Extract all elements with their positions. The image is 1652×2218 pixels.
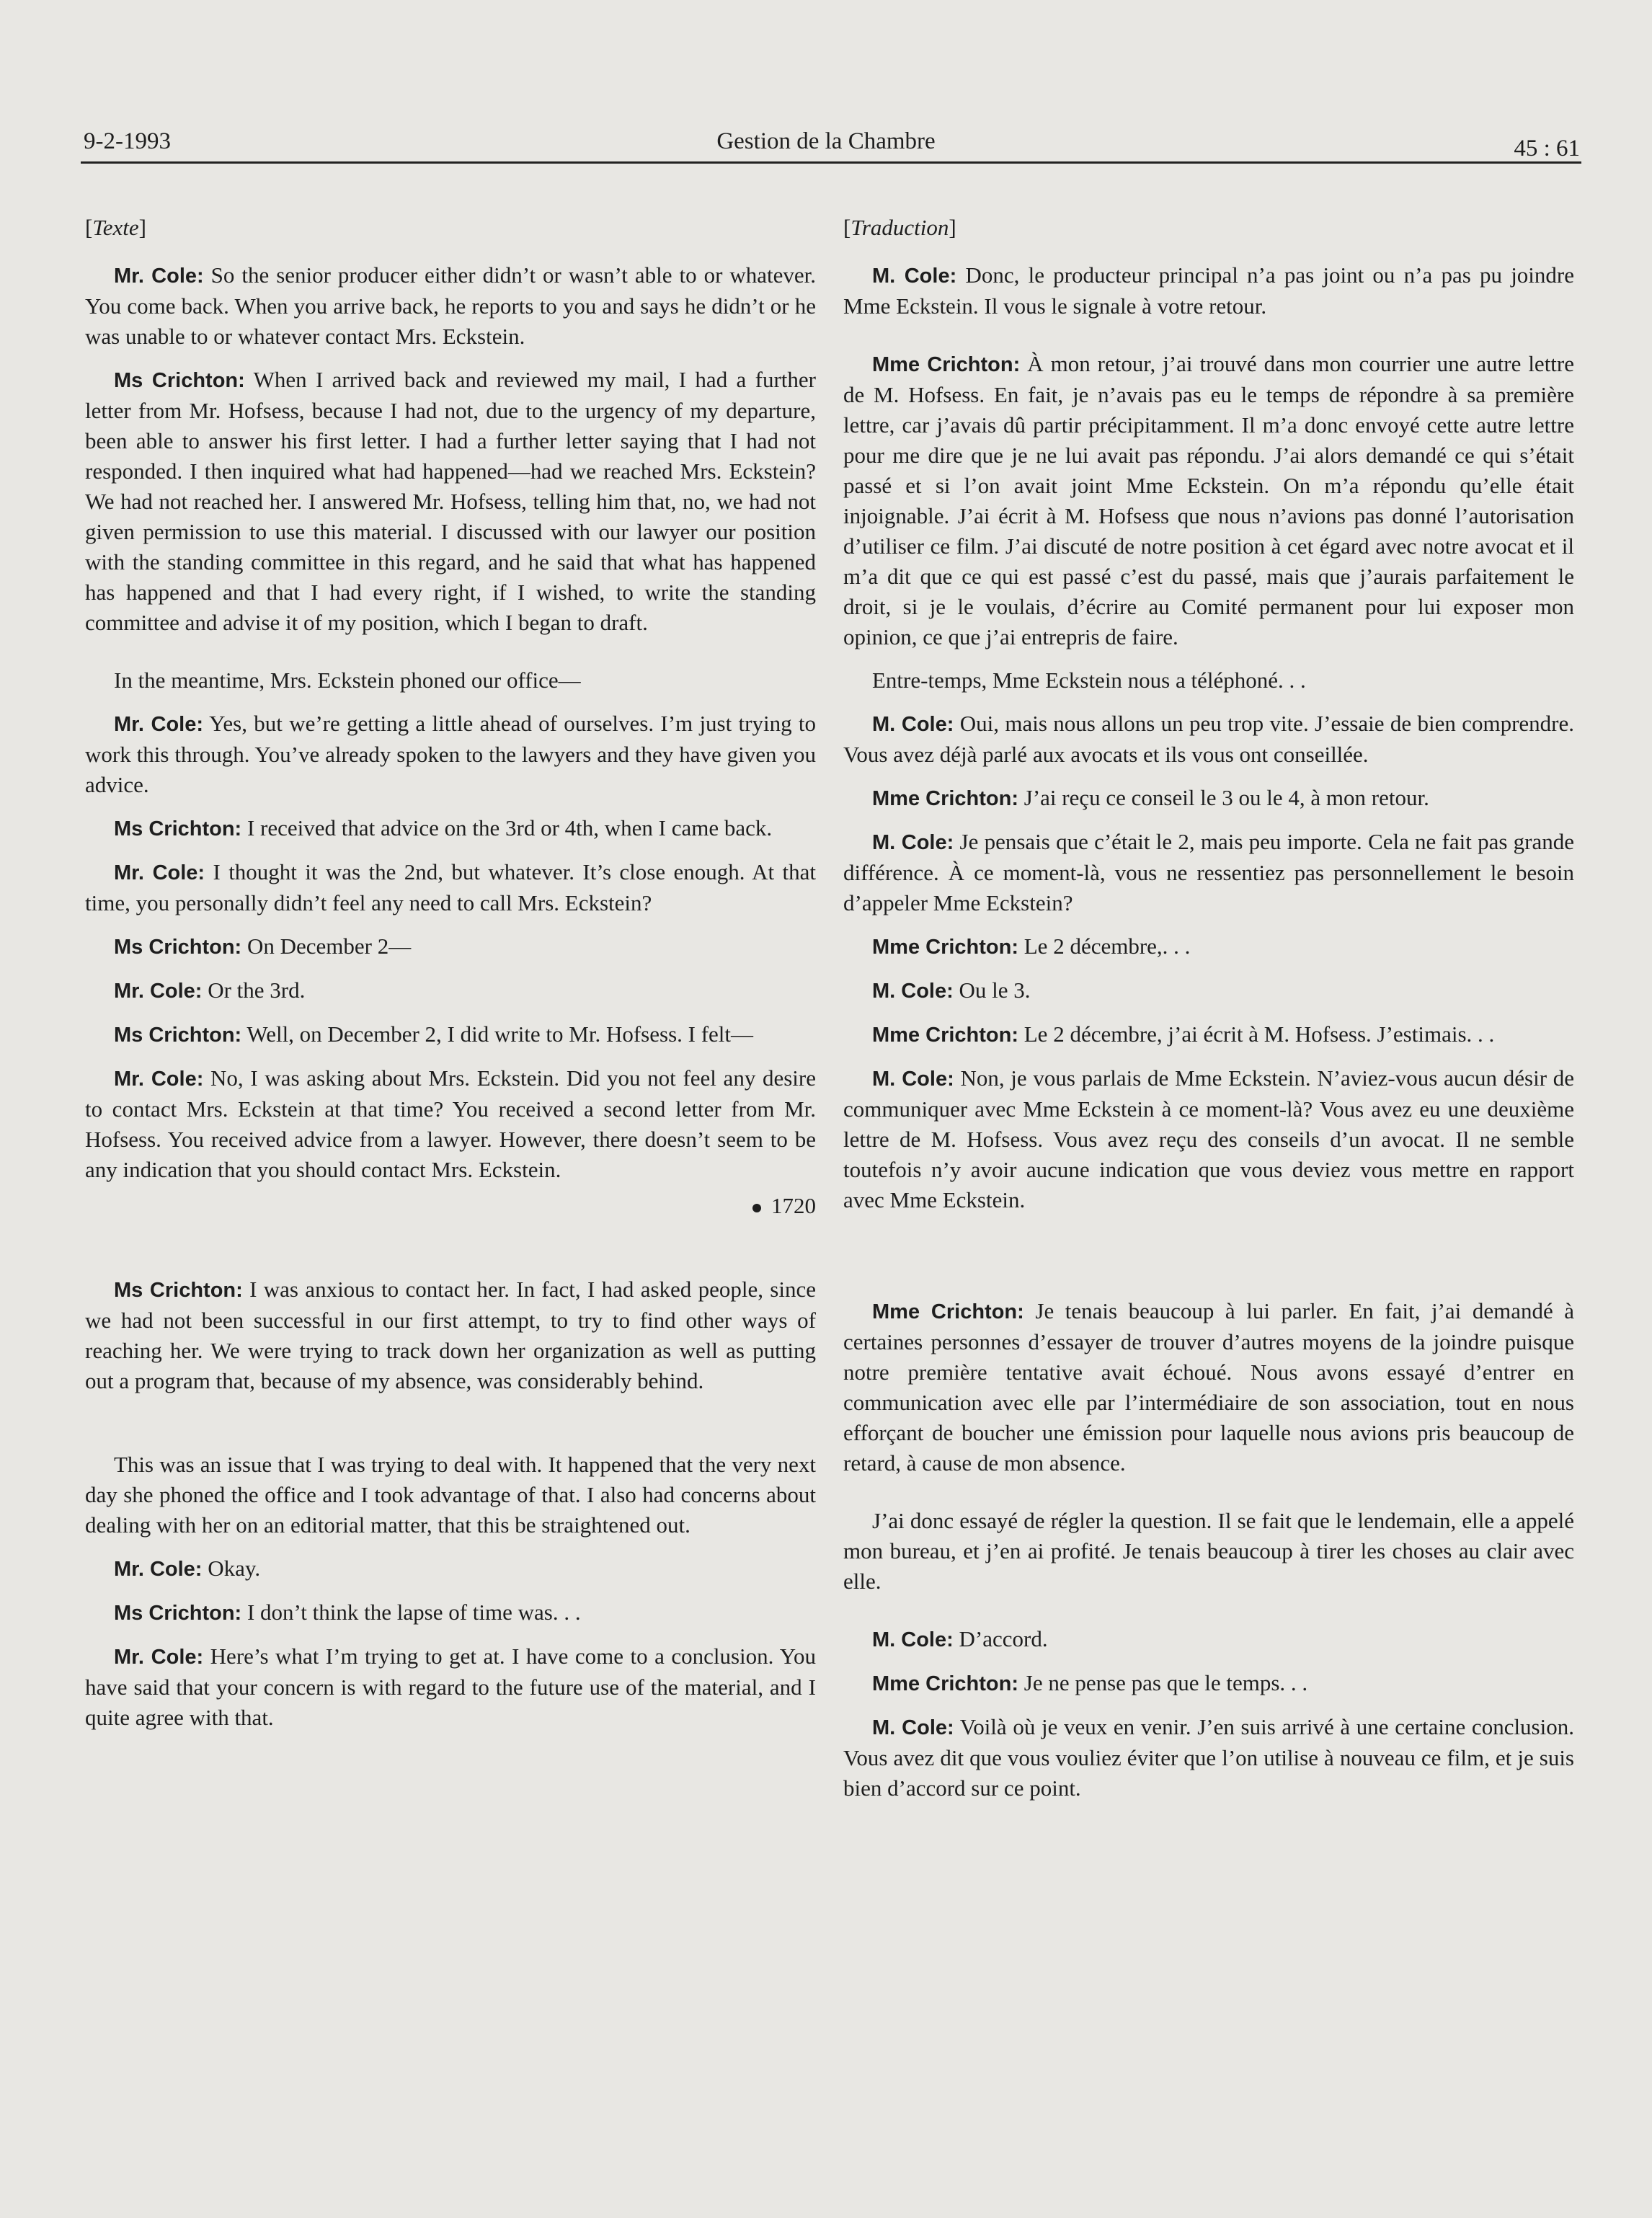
column-tag: [Traduction]: [843, 215, 956, 240]
left-column: [85, 213, 816, 1733]
paragraph: [85, 975, 816, 1006]
paragraph-text: I thought it was the 2nd, but whatever. It’s close enough. At that time, you personally didn’t feel any need to call Mrs. Eckstein?: [85, 859, 817, 915]
paragraph-text: Je pensais que c’était le 2, mais peu importe. Cela ne fait pas grande différence. À ce moment-là, vous ne ressentiez pas personnellement le besoin d’appeler Mme Eckstein?: [843, 829, 1574, 915]
paragraph: [85, 665, 816, 696]
speaker-name: Ms Crichton:: [114, 1024, 242, 1047]
right-column: [843, 213, 1574, 1804]
paragraph-text: I was anxious to contact her. In fact, I had asked people, since we had not been successful in our first attempt, to try to find other ways of reaching her. We were trying to track down her organization as well as putting out a program that, because of my absence, was considerably behind.: [85, 1277, 816, 1393]
paragraph: [85, 1450, 816, 1540]
paragraph: [85, 260, 816, 352]
paragraph: [843, 931, 1574, 962]
paragraph-text: Entre-temps, Mme Eckstein nous a téléphoné. . .: [872, 667, 1306, 693]
paragraph: [85, 1019, 816, 1050]
speaker-name: Mr. Cole:: [114, 1646, 204, 1669]
paragraph: [85, 931, 816, 962]
paragraph: [85, 857, 816, 918]
speaker-name: Ms Crichton:: [114, 369, 245, 392]
paragraph: [843, 1668, 1574, 1699]
paragraph: [85, 813, 816, 844]
paragraph-text: This was an issue that I was trying to deal with. It happened that the very next day she phoned the office and I took advantage of that. I also had concerns about dealing with her on an editorial matter, that this be straightened out.: [85, 1452, 816, 1538]
speaker-name: Mme Crichton:: [872, 353, 1021, 376]
paragraph-text: J’ai reçu ce conseil le 3 ou le 4, à mon retour.: [1023, 785, 1429, 810]
paragraph-text: Here’s what I’m trying to get at. I have come to a conclusion. You have said that your concern is with regard to the future use of the material, and I quite agree with that.: [85, 1643, 816, 1730]
paragraph: [85, 1553, 816, 1584]
paragraph: [843, 783, 1574, 814]
speaker-name: Ms Crichton:: [114, 1602, 242, 1625]
header-rule: [81, 161, 1581, 164]
speaker-name: M. Cole:: [872, 1716, 954, 1739]
paragraph: [843, 349, 1574, 652]
paragraph-text: Okay.: [208, 1556, 261, 1581]
speaker-name: Ms Crichton:: [114, 936, 242, 959]
paragraph-text: J’ai donc essayé de régler la question. Il se fait que le lendemain, elle a appelé mon bureau, et j’en ai profité. Je tenais beaucoup à tirer les choses au clair avec elle.: [843, 1508, 1574, 1594]
header-title: Gestion de la Chambre: [716, 128, 936, 154]
bullet-icon: [752, 1204, 761, 1212]
paragraph-text: Well, on December 2, I did write to Mr. Hofsess. I felt—: [247, 1021, 754, 1047]
speaker-name: Mme Crichton:: [872, 1300, 1024, 1323]
column-tag: [Texte]: [85, 215, 146, 240]
paragraph-text: Voilà où je veux en venir. J’en suis arrivé à une certaine conclusion. Vous avez dit que vous vouliez éviter que l’on utilise à nouveau ce film, et je suis bien d’accord sur ce point.: [843, 1714, 1574, 1801]
speaker-name: Mr. Cole:: [114, 861, 205, 884]
paragraph: [843, 709, 1574, 770]
paragraph-text: Le 2 décembre,. . .: [1023, 933, 1191, 959]
speaker-name: Mme Crichton:: [872, 1672, 1018, 1695]
speaker-name: M. Cole:: [872, 265, 957, 288]
speaker-name: Mme Crichton:: [872, 787, 1018, 810]
header-date: 9-2-1993: [84, 128, 171, 154]
speaker-name: Mr. Cole:: [114, 1068, 204, 1091]
paragraph-text: Je tenais beaucoup à lui parler. En fait, j’ai demandé à certaines personnes d’essayer de trouver d’autres moyens de la joindre puisque notre première tentative avait échoué. Nous avons essayé d’entrer en communication avec elle par l’intermédiaire de son association, tout en nous efforçant de boucher une émission pour laquelle nous avions pris beaucoup de retard, à cause de mon absence.: [843, 1298, 1575, 1476]
paragraph-text: Le 2 décembre, j’ai écrit à M. Hofsess. J’estimais. . .: [1023, 1021, 1495, 1047]
time-marker: 1720: [85, 1191, 816, 1221]
paragraph: [85, 709, 816, 800]
paragraph-text: Donc, le producteur principal n’a pas joint ou n’a pas pu joindre Mme Eckstein. Il vous le signale à votre retour.: [843, 262, 1575, 319]
speaker-name: Mr. Cole:: [114, 980, 203, 1003]
paragraph-text: I received that advice on the 3rd or 4th, when I came back.: [247, 815, 773, 840]
speaker-name: M. Cole:: [872, 1068, 954, 1091]
paragraph: [843, 975, 1574, 1006]
paragraph: [843, 1624, 1574, 1655]
paragraph: [843, 1296, 1574, 1478]
paragraph: [843, 665, 1574, 696]
paragraph-text: Ou le 3.: [959, 977, 1031, 1003]
paragraph: [85, 1063, 816, 1185]
paragraph-text: On December 2—: [247, 933, 412, 959]
paragraph-text: Or the 3rd.: [208, 977, 306, 1003]
speaker-name: Ms Crichton:: [114, 817, 242, 840]
speaker-name: Mr. Cole:: [114, 1558, 203, 1581]
speaker-name: Ms Crichton:: [114, 1279, 243, 1302]
speaker-name: M. Cole:: [872, 831, 954, 854]
paragraph-text: No, I was asking about Mrs. Eckstein. Did you not feel any desire to contact Mrs. Eckstein at that time? You received a second letter from Mr. Hofsess. You received advice from a lawyer. However, there doesn’t seem to be any indication that you should contact Mrs. Eckstein.: [85, 1065, 816, 1182]
paragraph-text: When I arrived back and reviewed my mail, I had a further letter from Mr. Hofsess, because I had not, due to the urgency of my departure, been able to answer his first letter. I had a further letter saying that I had not responded. I then inquired what had happened—had we reached Mrs. Eckstein? We had not reached her. I answered Mr. Hofsess, telling him that, no, we had not given permission to use this material. I discussed with our lawyer our position with the standing committee in this regard, and he said that what has happened has happened and that I had every right, if I wished, to write the standing committee and advise it of my position, which I began to draft.: [85, 367, 816, 635]
speaker-name: Mme Crichton:: [872, 936, 1018, 959]
paragraph-text: À mon retour, j’ai trouvé dans mon courrier une autre lettre de M. Hofsess. En fait, je n’avais pas eu le temps de répondre à sa première lettre, car j’avais dû partir précipitamment. Il m’a donc envoyé cette autre lettre pour me dire que je ne lui avait pas répondu. J’ai alors demandé ce qui s’était passé et si l’on avait joint Mme Eckstein. On m’a répondu qu’elle était injoignable. J’ai écrit à M. Hofsess que nous n’avions pas donné l’autorisation d’utiliser ce film. J’ai discuté de notre position à cet égard avec notre avocat et il m’a dit que ce qui est passé c’est du passé, mais que j’aurais parfaitement le droit, si je le voulais, d’écrire au Comité permanent pour lui exposer mon opinion, ce que j’ai entrepris de faire.: [843, 351, 1574, 649]
speaker-name: Mme Crichton:: [872, 1024, 1018, 1047]
paragraph: [843, 1063, 1574, 1215]
paragraph-text: In the meantime, Mrs. Eckstein phoned our office—: [114, 667, 581, 693]
paragraph: [843, 1712, 1574, 1804]
paragraph-text: D’accord.: [959, 1626, 1048, 1651]
speaker-name: M. Cole:: [872, 713, 954, 736]
paragraph-text: So the senior producer either didn’t or wasn’t able to or whatever. You come back. When you arrive back, he reports to you and says he didn’t or he was unable to or whatever contact Mrs. Eckstein.: [85, 262, 816, 349]
paragraph-text: Oui, mais nous allons un peu trop vite. J’essaie de bien comprendre. Vous avez déjà parlé aux avocats et ils vous ont conseillée.: [843, 711, 1574, 767]
speaker-name: Mr. Cole:: [114, 265, 204, 288]
speaker-name: M. Cole:: [872, 980, 954, 1003]
paragraph: [843, 1506, 1574, 1597]
header-page-number: 45 : 61: [1514, 136, 1580, 161]
paragraph: [843, 1019, 1574, 1050]
paragraph: [843, 827, 1574, 918]
paragraph: [85, 1597, 816, 1628]
speaker-name: Mr. Cole:: [114, 713, 203, 736]
paragraph-text: Non, je vous parlais de Mme Eckstein. N’aviez-vous aucun désir de communiquer avec Mme Eckstein à ce moment-là? Vous avez eu une deuxième lettre de M. Hofsess. Vous avez reçu des conseils d’un avocat. Il ne semble toutefois n’y avoir aucune indication que vous deviez vous mettre en rapport avec Mme Eckstein.: [843, 1065, 1574, 1212]
paragraph: [85, 1274, 816, 1396]
paragraph: [843, 260, 1574, 321]
paragraph: [85, 1641, 816, 1733]
speaker-name: M. Cole:: [872, 1628, 954, 1651]
paragraph-text: Je ne pense pas que le temps. . .: [1023, 1670, 1308, 1695]
paragraph: [85, 365, 816, 638]
paragraph-text: I don’t think the lapse of time was. . .: [247, 1600, 581, 1625]
paragraph-text: Yes, but we’re getting a little ahead of ourselves. I’m just trying to work this through. You’ve already spoken to the lawyers and they have given you advice.: [85, 711, 816, 797]
